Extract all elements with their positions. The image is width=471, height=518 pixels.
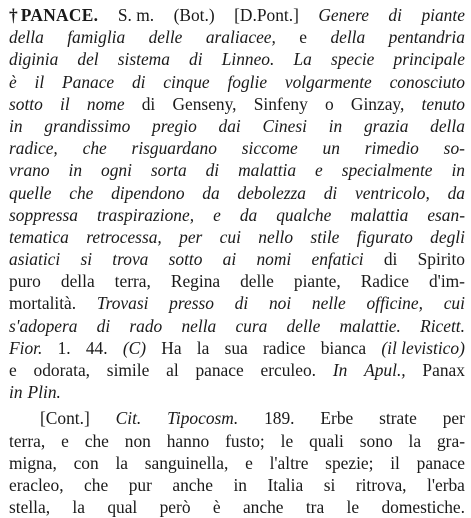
word: Genere <box>318 5 369 25</box>
word: sistema <box>117 49 170 70</box>
text-line <box>9 71 465 93</box>
text-line <box>9 474 465 496</box>
word: che <box>84 430 109 451</box>
word: del <box>77 49 99 70</box>
word: specialmente <box>341 160 433 181</box>
word: dai <box>218 115 241 136</box>
text-line <box>9 48 465 70</box>
word: [D.Pont.] <box>234 5 299 25</box>
text-line <box>9 381 465 403</box>
word: 44. <box>85 337 108 358</box>
word: d'im- <box>428 271 465 292</box>
word: malattia <box>350 204 409 225</box>
word: Plin. <box>27 382 61 403</box>
word: conosciuto <box>389 71 465 92</box>
text-line <box>9 315 465 337</box>
word: grazia <box>363 115 409 136</box>
word: e <box>245 452 253 473</box>
word: quali <box>309 430 344 451</box>
word: di <box>141 93 156 114</box>
word: figurato <box>356 226 413 247</box>
word: per <box>442 408 465 429</box>
text-line <box>9 407 465 429</box>
text-line <box>9 270 465 292</box>
word: ritrova, <box>355 474 407 495</box>
word: tematica <box>9 226 69 247</box>
word: e <box>315 160 323 181</box>
word: noi <box>268 293 292 314</box>
text-line <box>9 93 465 115</box>
text-line <box>9 115 465 137</box>
word: retrocessa, <box>86 226 162 247</box>
word: e <box>213 204 221 225</box>
word: della <box>330 27 366 48</box>
word: Panace <box>62 71 115 92</box>
word: Regina <box>170 271 221 292</box>
word: tra <box>305 497 325 518</box>
word: Trovasi <box>96 293 149 314</box>
word: stella, <box>9 497 51 518</box>
word: malattie. <box>339 315 401 336</box>
word: ogni <box>101 160 132 181</box>
word: dipendono <box>111 182 185 203</box>
word: 1. <box>57 337 71 358</box>
word: terra, <box>114 271 151 292</box>
word: Cinesi <box>262 115 307 136</box>
word: in <box>68 160 83 181</box>
word: Sinfeny <box>253 93 308 114</box>
word: gra- <box>436 430 465 451</box>
word: radice <box>263 337 306 358</box>
word: cui <box>219 226 241 247</box>
word: di <box>189 49 203 70</box>
word: sotto <box>168 249 203 270</box>
word: Erbe <box>320 408 354 429</box>
word: presso <box>169 293 214 314</box>
headword-group <box>9 4 98 26</box>
word: asiatici <box>9 249 61 270</box>
word: Ginzay, <box>350 93 405 114</box>
word: enfatici <box>311 249 364 270</box>
text-line <box>9 204 465 226</box>
word: specie <box>330 49 375 70</box>
word: sono <box>359 430 393 451</box>
word: spezie; <box>325 452 374 473</box>
word: (Bot.) <box>173 5 215 25</box>
word: In <box>332 360 348 380</box>
word: cinque <box>163 71 210 92</box>
word: della <box>430 115 465 136</box>
text-line <box>9 496 465 518</box>
word: le <box>346 497 360 518</box>
word: esan- <box>427 204 465 225</box>
word: cura <box>235 315 268 336</box>
word: si <box>323 474 336 495</box>
word: radice, <box>9 138 58 159</box>
word: è <box>212 497 221 518</box>
word: vrano <box>9 160 50 181</box>
word: malattia <box>238 160 297 181</box>
word: pentandria <box>388 27 465 48</box>
word: soppressa <box>9 204 78 225</box>
word: qualche <box>276 204 332 225</box>
word: piante <box>421 5 465 25</box>
word: in <box>451 160 465 181</box>
word: diginia <box>9 49 59 70</box>
word: di <box>96 315 111 336</box>
word: eracleo, <box>9 474 64 495</box>
dagger-mark: † <box>9 5 18 25</box>
word: sotto <box>9 93 43 114</box>
word: con <box>73 452 99 473</box>
word: risguardano <box>131 138 217 159</box>
word: che <box>82 138 107 159</box>
word: (C) <box>122 337 147 358</box>
word: di <box>205 160 220 181</box>
word: panace <box>416 452 465 473</box>
word: il <box>390 452 400 473</box>
word: Fior. <box>9 337 43 358</box>
word: in <box>9 115 23 136</box>
word: La <box>293 49 312 70</box>
text-line <box>9 137 465 159</box>
word: delle <box>240 271 274 292</box>
word: la <box>115 452 129 473</box>
word: un <box>322 138 340 159</box>
word: di <box>323 182 338 203</box>
word: traspirazione, <box>96 204 195 225</box>
word: di <box>131 71 146 92</box>
dictionary-entry <box>9 4 465 518</box>
word: è <box>9 71 17 92</box>
word: della <box>9 27 44 48</box>
word: rimedio <box>364 138 419 159</box>
word: grandissimo <box>44 115 131 136</box>
word: qual <box>107 497 138 518</box>
word: nello <box>258 226 294 247</box>
word: da <box>447 182 465 203</box>
word: Linneo. <box>221 49 275 70</box>
word: domestiche. <box>381 497 465 518</box>
word: nelle <box>311 293 346 314</box>
text-line <box>9 4 465 26</box>
word: famiglia <box>67 27 126 48</box>
word: che <box>69 182 94 203</box>
word: della <box>60 271 95 292</box>
word: nome <box>86 93 125 114</box>
word: da <box>239 204 258 225</box>
word: (il levistico) <box>381 337 465 358</box>
word: delle <box>286 315 321 336</box>
word: pur <box>128 474 152 495</box>
word: so- <box>443 138 465 159</box>
word: migna, <box>9 452 57 473</box>
word: simile <box>106 360 150 380</box>
word: di <box>388 5 402 25</box>
word: e <box>61 430 69 451</box>
word: Panax <box>422 360 465 380</box>
word: Cit. <box>115 408 142 429</box>
word: pregio <box>152 115 197 136</box>
word: e <box>299 27 308 48</box>
word: il <box>60 93 70 114</box>
word: l'altre <box>269 452 309 473</box>
text-line <box>9 248 465 270</box>
word: tenuto <box>421 93 465 114</box>
word: Italia <box>267 474 304 495</box>
word: anche <box>172 474 213 495</box>
word: l'erba <box>427 474 465 495</box>
word: in <box>233 474 247 495</box>
word: piante, <box>293 271 341 292</box>
word: che <box>84 474 109 495</box>
word: rado <box>129 315 163 336</box>
word: degli <box>430 226 465 247</box>
word: le <box>280 430 294 451</box>
word: o <box>325 93 334 114</box>
text-line <box>9 359 465 381</box>
word: sua <box>224 337 248 358</box>
word: nomi <box>256 249 292 270</box>
word: da <box>202 182 220 203</box>
word: in <box>9 382 23 403</box>
headword: PANACE. <box>20 5 99 25</box>
word: [Cont.] <box>40 408 90 429</box>
word: cui <box>443 293 465 314</box>
text-line <box>9 226 465 248</box>
word: Tipocosm. <box>167 408 239 429</box>
word: stile <box>310 226 340 247</box>
word: foglie <box>227 71 268 92</box>
word: sanguinella, <box>144 452 229 473</box>
word: strate <box>379 408 417 429</box>
word: per <box>179 226 203 247</box>
text-line <box>9 182 465 204</box>
word: s'adopera <box>9 315 78 336</box>
word: Spirito <box>417 249 465 270</box>
word: panace <box>195 360 244 380</box>
word: fusto; <box>225 430 265 451</box>
word: al <box>166 360 179 380</box>
word: hanno <box>166 430 210 451</box>
word: mortalità. <box>9 293 77 314</box>
word: trova <box>112 249 149 270</box>
text-line <box>9 430 465 452</box>
word: il <box>34 71 45 92</box>
word: Genseny, <box>172 93 237 114</box>
word: araliacee, <box>205 27 276 48</box>
word: debolezza <box>237 182 306 203</box>
word: delle <box>148 27 183 48</box>
word: ventricolo, <box>354 182 430 203</box>
word: di <box>383 249 398 270</box>
word: officine, <box>366 293 423 314</box>
word: sorta <box>150 160 187 181</box>
word: bianca <box>320 337 367 358</box>
word: volgarmente <box>284 71 372 92</box>
word: siccome <box>241 138 298 159</box>
word: però <box>159 497 191 518</box>
word: erculeo. <box>260 360 317 380</box>
word: si <box>80 249 93 270</box>
word: in <box>328 115 343 136</box>
text-line <box>9 452 465 474</box>
word: la <box>196 337 210 358</box>
word: principale <box>393 49 465 70</box>
word: la <box>408 430 422 451</box>
word: odorata, <box>33 360 91 380</box>
word: nella <box>181 315 217 336</box>
word: non <box>124 430 151 451</box>
word: S. m. <box>117 5 155 25</box>
word: terra, <box>9 430 46 451</box>
word: Radice <box>360 271 409 292</box>
word: Ha <box>161 337 182 358</box>
word: Apul., <box>364 360 406 380</box>
text-line <box>9 159 465 181</box>
text-line <box>9 26 465 48</box>
word: anche <box>242 497 284 518</box>
word: Ricett. <box>420 315 465 336</box>
word: puro <box>9 271 41 292</box>
word: ai <box>222 249 237 270</box>
word: 189. <box>264 408 295 429</box>
word: di <box>234 293 249 314</box>
text-line <box>9 292 465 314</box>
word: e <box>9 360 17 380</box>
text-line <box>9 337 465 359</box>
word: la <box>72 497 85 518</box>
word: quelle <box>9 182 52 203</box>
